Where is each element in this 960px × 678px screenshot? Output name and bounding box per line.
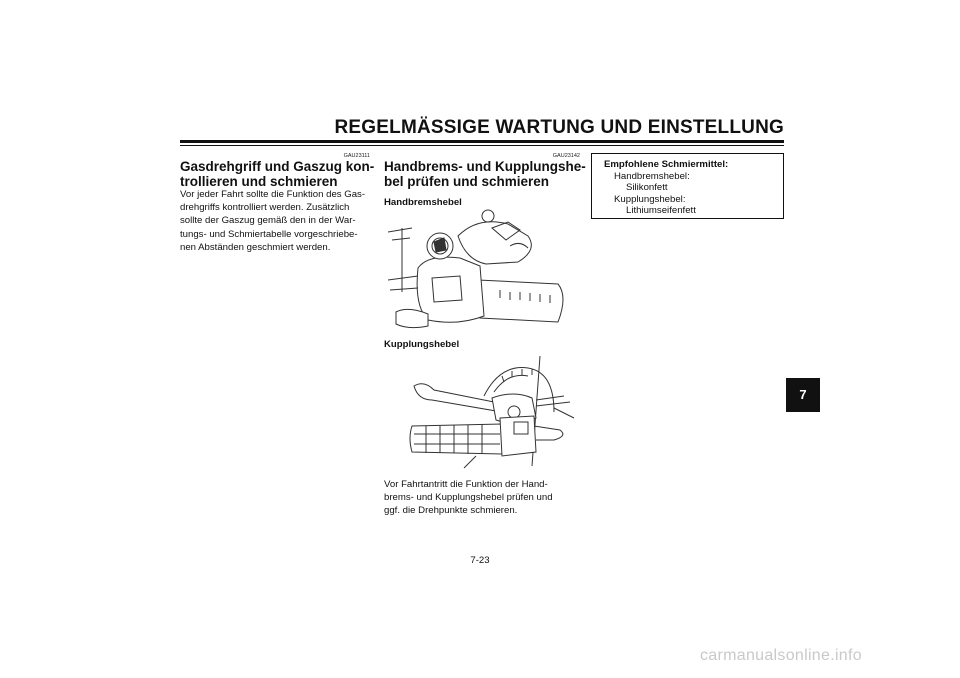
- subheading-brake-lever: Handbremshebel: [384, 197, 462, 208]
- section-heading: [180, 159, 374, 189]
- brake-lever-illustration: [388, 206, 574, 332]
- subheading-clutch-lever: Kupplungshebel: [384, 339, 460, 350]
- section-code: GAU23111: [343, 153, 370, 159]
- body-line: nen Abständen geschmiert werden.: [180, 241, 331, 253]
- page-number: 7-23: [470, 555, 490, 566]
- brake-lever-label: Handbremshebel:: [614, 170, 690, 182]
- body-line: ggf. die Drehpunkte schmieren.: [384, 505, 518, 517]
- box-title: Empfohlene Schmiermittel:: [604, 159, 729, 170]
- clutch-lever-label: Kupplungshebel:: [614, 193, 686, 205]
- page-header-title: REGELMÄSSIGE WARTUNG UND EINSTELLUNG: [334, 117, 784, 138]
- section-heading: [384, 159, 586, 189]
- section-body: [384, 478, 553, 518]
- recommended-lubricants-box: [591, 153, 784, 219]
- brake-lever-lubricant: Silikonfett: [626, 182, 668, 193]
- clutch-lever-illustration: [404, 356, 580, 472]
- body-line: drehgriffs kontrolliert werden. Zusätzlich: [180, 202, 350, 214]
- body-line: brems- und Kupplungshebel prüfen und: [384, 492, 553, 504]
- header-rule: [180, 140, 784, 143]
- section-heading-line: Handbrems- und Kupplungshe-: [384, 159, 586, 174]
- header-rule-thin: [180, 145, 784, 146]
- body-line: Vor jeder Fahrt sollte die Funktion des Gas-: [180, 189, 366, 200]
- chapter-tab: 7: [786, 378, 820, 412]
- watermark: carmanualsonline.info: [700, 647, 862, 664]
- body-line: tungs- und Schmiertabelle vorgeschriebe-: [180, 228, 358, 240]
- section-body: [180, 188, 365, 254]
- section-code: GAU23142: [552, 153, 580, 159]
- clutch-lever-lubricant: Lithiumseifenfett: [626, 205, 696, 216]
- body-line: Vor Fahrtantritt die Funktion der Hand-: [384, 479, 548, 490]
- section-heading-line: Gasdrehgriff und Gaszug kon-: [180, 159, 375, 174]
- section-heading-line: trollieren und schmieren: [180, 174, 338, 189]
- body-line: sollte der Gaszug gemäß den in der War-: [180, 215, 356, 227]
- section-heading-line: bel prüfen und schmieren: [384, 174, 550, 189]
